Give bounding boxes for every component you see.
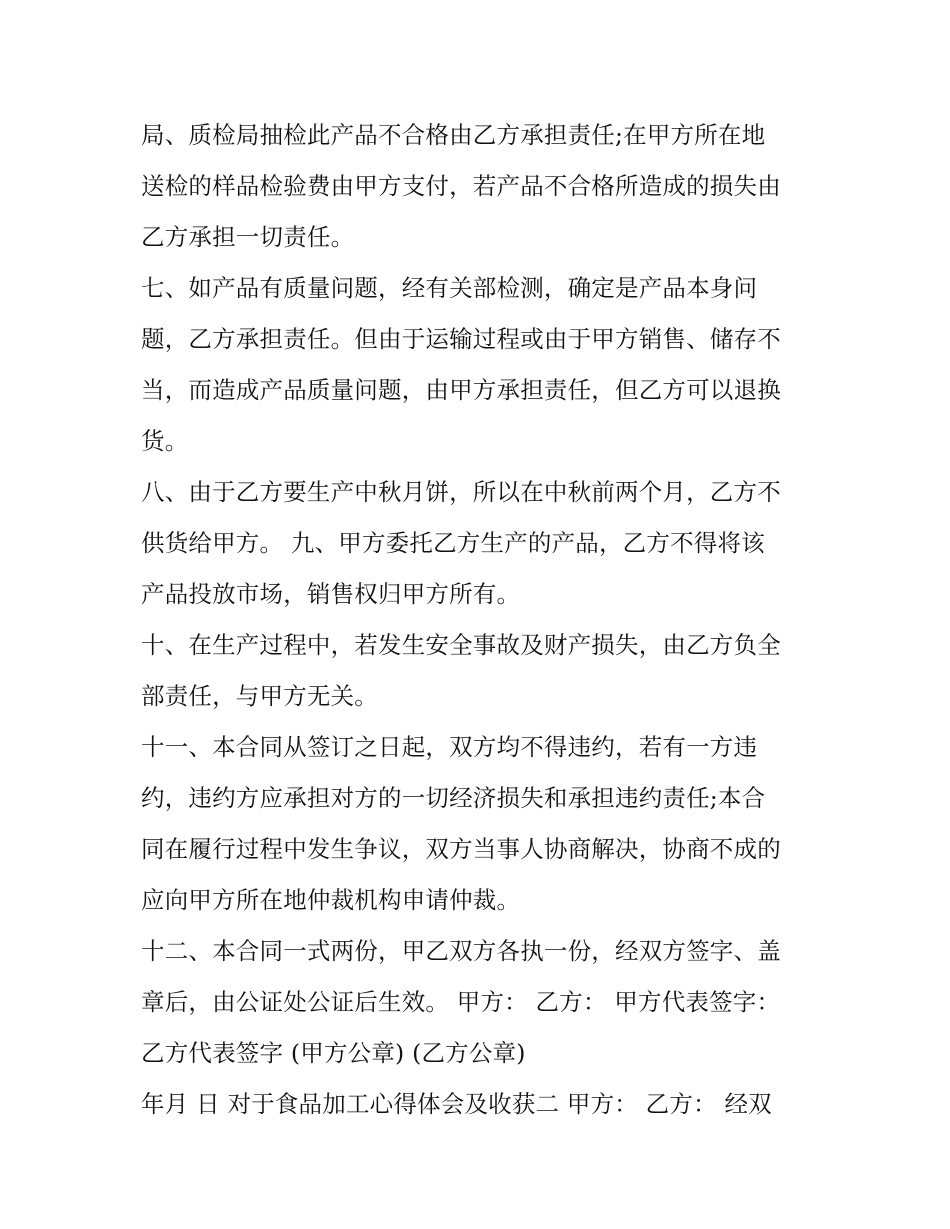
text-line-6: 当，而造成产品质量问题，由甲方承担责任，但乙方可以退换 [141,376,781,404]
text-line-7: 货。 [141,427,189,455]
text-line-3: 乙方承担一切责任。 [141,223,355,251]
text-line-19: 乙方代表签字 (甲方公章) (乙方公章) [141,1039,526,1067]
text-line-2: 送检的样品检验费由甲方支付，若产品不合格所造成的损失由 [141,172,781,200]
text-line-10: 产品投放市场，销售权归甲方所有。 [141,580,521,608]
text-line-15: 同在履行过程中发生争议，双方当事人协商解决，协商不成的 [141,835,781,863]
text-line-4: 七、如产品有质量问题，经有关部检测，确定是产品本身问 [141,274,758,302]
text-line-5: 题，乙方承担责任。但由于运输过程或由于甲方销售、储存不 [141,325,781,353]
text-line-14: 约，违约方应承担对方的一切经济损失和承担违约责任;本合 [141,784,766,812]
contract-text-body [141,110,831,1130]
text-line-18: 章后，由公证处公证后生效。 甲方： 乙方： 甲方代表签字： [141,988,781,1016]
text-line-8: 八、由于乙方要生产中秋月饼，所以在中秋前两个月，乙方不 [141,478,781,506]
text-line-20: 年月 日 对于食品加工心得体会及收获二 甲方： 乙方： 经双 [141,1090,772,1118]
text-line-1: 局、质检局抽检此产品不合格由乙方承担责任;在甲方所在地 [141,121,766,149]
text-line-17: 十二、本合同一式两份，甲乙双方各执一份，经双方签字、盖 [141,937,781,965]
text-line-13: 十一、本合同从签订之日起，双方均不得违约，若有一方违 [141,733,758,761]
text-line-12: 部责任，与甲方无关。 [141,682,378,710]
text-line-16: 应向甲方所在地仲裁机构申请仲裁。 [141,886,521,914]
text-line-11: 十、在生产过程中，若发生安全事故及财产损失，由乙方负全 [141,631,781,659]
text-line-9: 供货给甲方。 九、甲方委托乙方生产的产品，乙方不得将该 [141,529,765,557]
